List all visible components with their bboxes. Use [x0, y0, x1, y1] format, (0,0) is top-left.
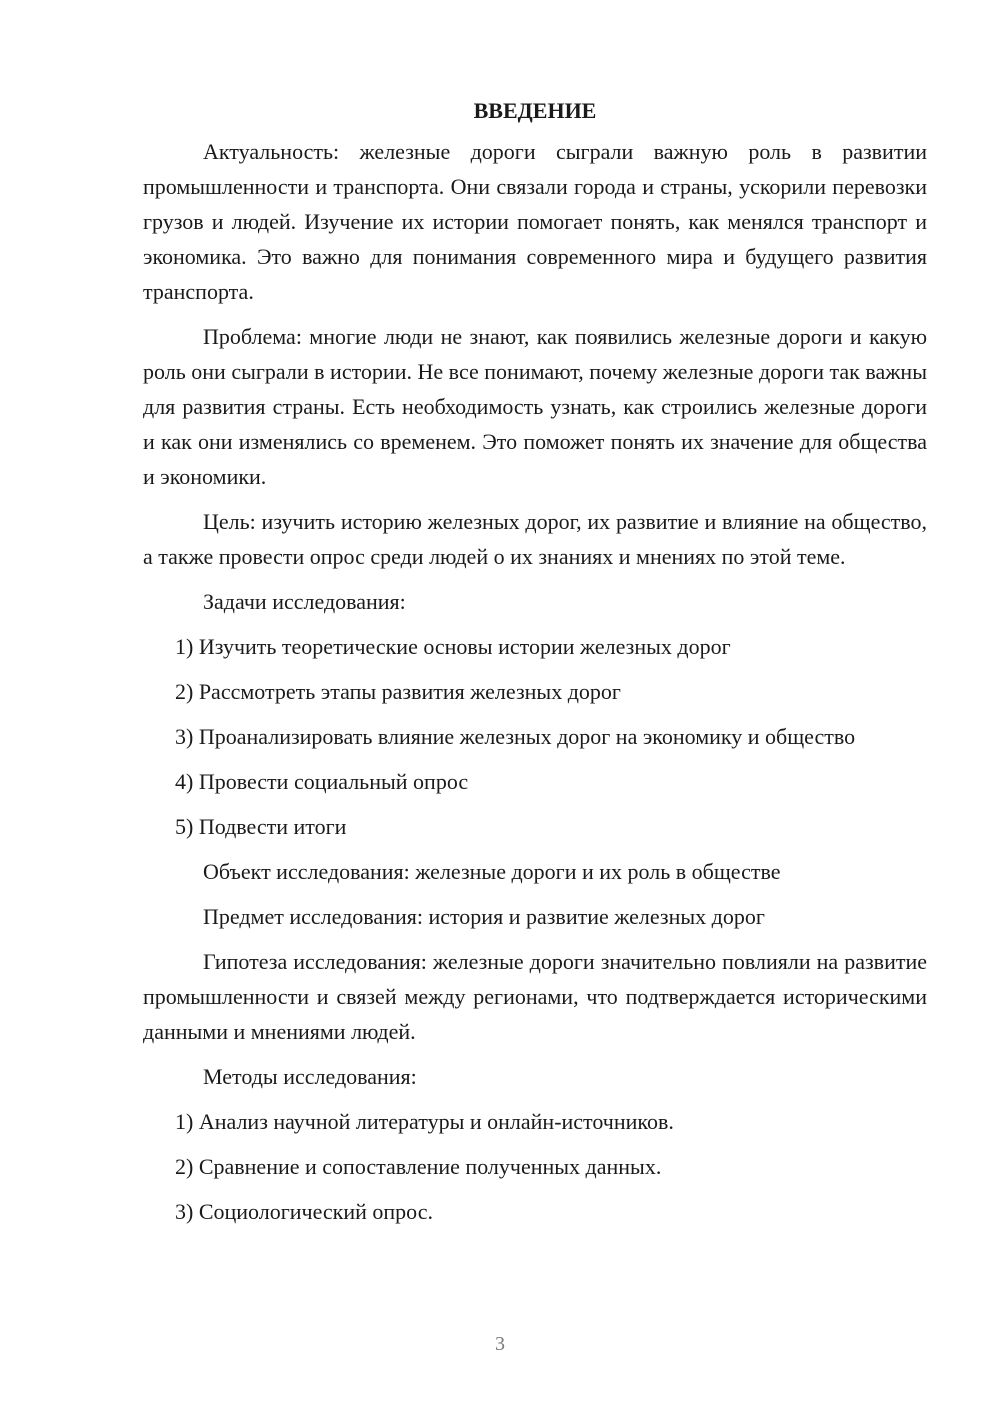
- page-number: 3: [495, 1333, 505, 1355]
- document-title: ВВЕДЕНИЕ: [473, 98, 597, 123]
- method-item: 3) Социологический опрос.: [175, 1199, 433, 1224]
- task-item: 1) Изучить теоретические основы истории железных дорог: [175, 634, 731, 659]
- relevance-paragraph: Актуальность: железные дороги сыграли важную роль в развитии промышленности и транспорта. Они связали города и страны, ускорили перевозки грузов и людей. Изучение их истории помогает понять, как менялся транспорт и экономика. Это важно для понимания современного мира и будущего развития транспорта.: [143, 139, 927, 304]
- method-item: 1) Анализ научной литературы и онлайн-источников.: [175, 1109, 674, 1134]
- subject-line: Предмет исследования: история и развитие железных дорог: [203, 904, 765, 929]
- task-item: 4) Провести социальный опрос: [175, 769, 469, 794]
- task-item: 3) Проанализировать влияние железных дорог на экономику и общество: [175, 724, 856, 749]
- problem-paragraph: Проблема: многие люди не знают, как появились железные дороги и какую роль они сыграли в истории. Не все понимают, почему железные дороги так важны для развития страны. Есть необходимость узнать, как строились железные дороги и как они изменялись со временем. Это поможет понять их значение для общества и экономики.: [143, 324, 927, 489]
- task-item: 2) Рассмотреть этапы развития железных дорог: [175, 679, 621, 704]
- methods-heading: Методы исследования:: [203, 1064, 417, 1089]
- document-page: [143, 96, 927, 1239]
- task-item: 5) Подвести итоги: [175, 814, 347, 839]
- hypothesis-paragraph: Гипотеза исследования: железные дороги значительно повлияли на развитие промышленности и связей между регионами, что подтверждается историческими данными и мнениями людей.: [143, 949, 927, 1044]
- method-item: 2) Сравнение и сопоставление полученных данных.: [175, 1154, 662, 1179]
- goal-paragraph: Цель: изучить историю железных дорог, их развитие и влияние на общество, а также провести опрос среди людей о их знаниях и мнениях по этой теме.: [143, 509, 927, 569]
- object-line: Объект исследования: железные дороги и их роль в обществе: [203, 859, 781, 884]
- tasks-heading: Задачи исследования:: [203, 589, 406, 614]
